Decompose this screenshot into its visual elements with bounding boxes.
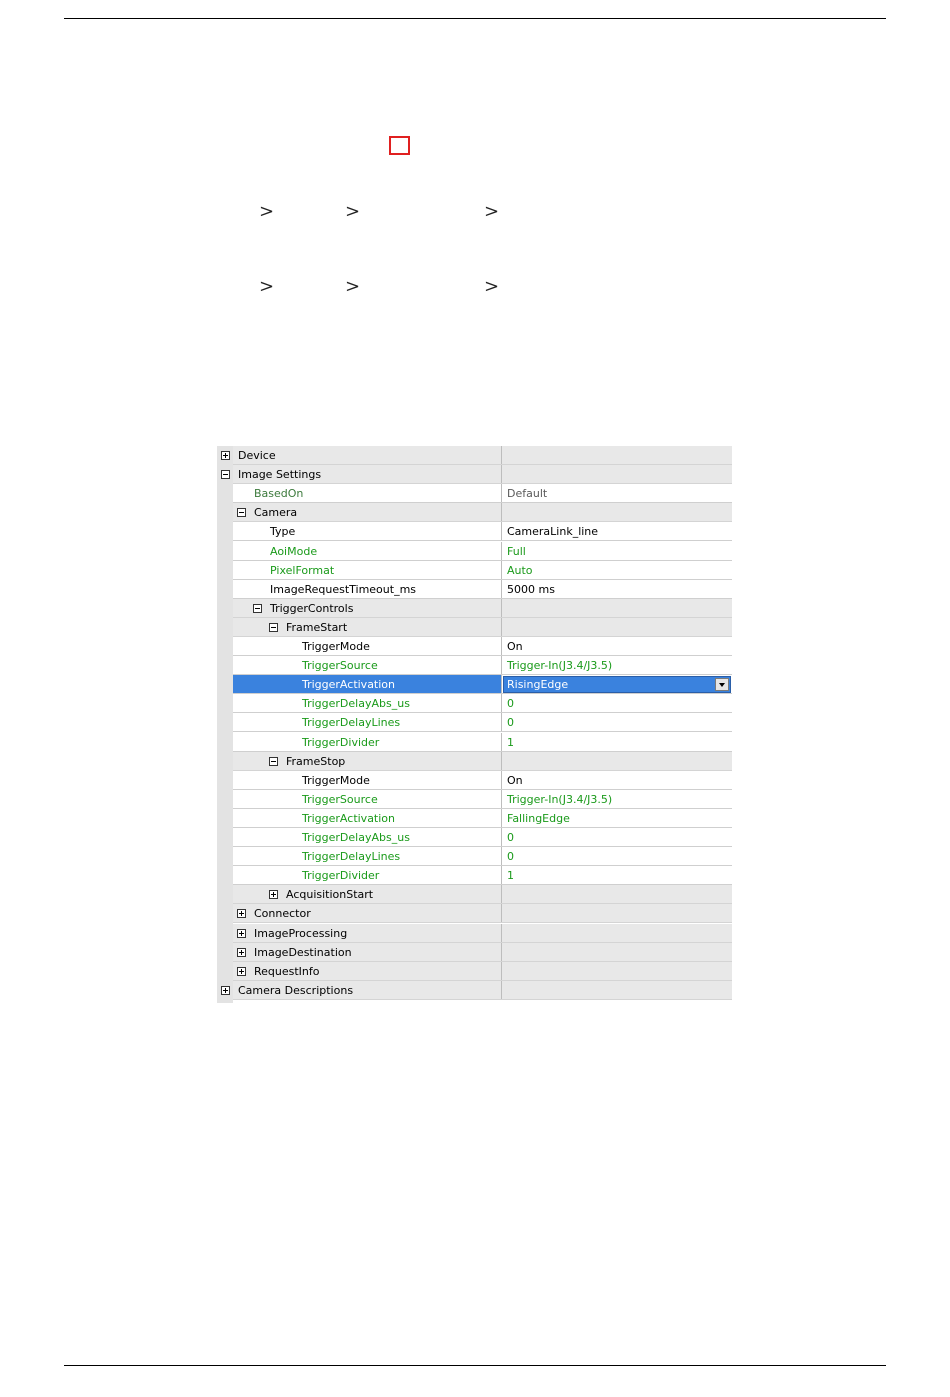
property-row[interactable] bbox=[217, 637, 732, 656]
property-name-cell[interactable] bbox=[233, 637, 502, 655]
expand-icon[interactable] bbox=[221, 986, 230, 995]
value-dropdown[interactable] bbox=[503, 676, 731, 693]
property-value-cell[interactable] bbox=[502, 446, 732, 464]
row-cells bbox=[233, 866, 732, 885]
row-cells bbox=[233, 580, 732, 599]
collapse-icon[interactable] bbox=[237, 508, 246, 517]
property-value: 5000 ms bbox=[507, 583, 555, 596]
row-cells bbox=[233, 503, 732, 522]
chevron-down-icon[interactable] bbox=[715, 678, 729, 691]
property-name: PixelFormat bbox=[270, 564, 335, 577]
property-name: TriggerActivation bbox=[302, 678, 396, 691]
property-name: FrameStop bbox=[286, 755, 346, 768]
property-name-cell[interactable] bbox=[233, 809, 502, 827]
property-value: Full bbox=[507, 545, 526, 558]
row-cells bbox=[233, 522, 732, 541]
property-name: TriggerControls bbox=[270, 602, 354, 615]
collapse-icon[interactable] bbox=[269, 757, 278, 766]
property-row[interactable] bbox=[217, 713, 732, 732]
property-value-cell[interactable] bbox=[502, 866, 732, 884]
property-name-cell[interactable] bbox=[233, 924, 502, 942]
property-name: ImageRequestTimeout_ms bbox=[270, 583, 417, 596]
property-value-cell[interactable] bbox=[502, 656, 732, 674]
breadcrumb-separator: > bbox=[259, 201, 275, 222]
collapse-icon[interactable] bbox=[221, 470, 230, 479]
row-cells bbox=[233, 733, 732, 752]
property-name-cell[interactable] bbox=[233, 503, 502, 521]
property-value-cell[interactable] bbox=[502, 885, 732, 903]
property-name: Camera Descriptions bbox=[238, 984, 354, 997]
property-name-cell[interactable] bbox=[233, 561, 502, 579]
property-name: Image Settings bbox=[238, 468, 322, 481]
breadcrumb-separator: > bbox=[259, 276, 275, 297]
property-row[interactable] bbox=[217, 484, 732, 503]
property-value: Auto bbox=[507, 564, 533, 577]
property-value: Trigger-In(J3.4/J3.5) bbox=[507, 659, 613, 672]
expand-icon[interactable] bbox=[237, 929, 246, 938]
property-value-cell[interactable] bbox=[502, 981, 732, 999]
row-cells bbox=[233, 713, 732, 732]
property-value-cell[interactable] bbox=[502, 771, 732, 789]
property-name: TriggerMode bbox=[302, 774, 370, 787]
property-name: TriggerDelayLines bbox=[302, 850, 401, 863]
property-name-cell[interactable] bbox=[233, 656, 502, 674]
property-value-cell[interactable] bbox=[502, 542, 732, 560]
property-row[interactable] bbox=[217, 809, 732, 828]
property-name-cell[interactable] bbox=[233, 446, 502, 464]
highlight-box bbox=[389, 136, 410, 155]
property-value-cell[interactable] bbox=[502, 962, 732, 980]
row-cells bbox=[233, 943, 732, 962]
property-value-cell[interactable] bbox=[502, 694, 732, 712]
property-value-cell[interactable] bbox=[502, 637, 732, 655]
property-name-cell[interactable] bbox=[233, 713, 502, 731]
property-row[interactable] bbox=[217, 733, 732, 752]
property-name: TriggerDivider bbox=[302, 736, 380, 749]
expand-icon[interactable] bbox=[221, 451, 230, 460]
property-name: FrameStart bbox=[286, 621, 348, 634]
property-name: TriggerDelayAbs_us bbox=[302, 831, 410, 844]
property-name: TriggerSource bbox=[302, 659, 378, 672]
property-name: Connector bbox=[254, 907, 311, 920]
property-name: TriggerDelayLines bbox=[302, 716, 401, 729]
property-row[interactable] bbox=[217, 522, 732, 541]
property-group-row[interactable] bbox=[217, 446, 732, 465]
property-value-cell[interactable] bbox=[502, 561, 732, 579]
property-name-cell[interactable] bbox=[233, 866, 502, 884]
property-value: CameraLink_line bbox=[507, 525, 599, 538]
property-group-row[interactable] bbox=[217, 503, 732, 522]
row-cells bbox=[233, 828, 732, 847]
property-grid[interactable] bbox=[217, 446, 732, 1003]
property-value: 0 bbox=[507, 697, 514, 710]
property-name-cell[interactable] bbox=[233, 828, 502, 846]
collapse-icon[interactable] bbox=[269, 623, 278, 632]
property-value: 1 bbox=[507, 736, 514, 749]
property-name-cell[interactable] bbox=[233, 522, 502, 540]
dropdown-selected-value: RisingEdge bbox=[507, 678, 569, 691]
expand-icon[interactable] bbox=[237, 967, 246, 976]
property-value: Trigger-In(J3.4/J3.5) bbox=[507, 793, 613, 806]
property-row[interactable] bbox=[217, 580, 732, 599]
property-name-cell[interactable] bbox=[233, 694, 502, 712]
property-value-cell[interactable] bbox=[502, 522, 732, 540]
property-value: 0 bbox=[507, 850, 514, 863]
property-value-cell[interactable] bbox=[502, 904, 732, 922]
property-name-cell[interactable] bbox=[233, 847, 502, 865]
property-value-cell[interactable] bbox=[502, 675, 732, 693]
property-name: ImageDestination bbox=[254, 946, 352, 959]
row-cells bbox=[233, 904, 732, 923]
row-cells bbox=[233, 465, 732, 484]
property-name-cell[interactable] bbox=[233, 943, 502, 961]
property-value-cell[interactable] bbox=[502, 618, 732, 636]
row-cells bbox=[233, 809, 732, 828]
property-value-cell[interactable] bbox=[502, 733, 732, 751]
property-row[interactable] bbox=[217, 847, 732, 866]
row-cells bbox=[233, 981, 732, 1000]
property-name-cell[interactable] bbox=[233, 962, 502, 980]
breadcrumb-separator: > bbox=[345, 201, 361, 222]
property-name-cell[interactable] bbox=[233, 771, 502, 789]
property-group-row[interactable] bbox=[217, 618, 732, 637]
property-group-row[interactable] bbox=[217, 962, 732, 981]
property-value-cell[interactable] bbox=[502, 809, 732, 827]
property-value-cell[interactable] bbox=[502, 465, 732, 483]
row-cells bbox=[233, 752, 732, 771]
property-value-cell[interactable] bbox=[502, 503, 732, 521]
property-name-cell[interactable] bbox=[233, 465, 502, 483]
property-value-cell[interactable] bbox=[502, 580, 732, 598]
property-row[interactable] bbox=[217, 656, 732, 675]
property-name-cell[interactable] bbox=[233, 580, 502, 598]
property-value-cell[interactable] bbox=[502, 828, 732, 846]
property-name-cell[interactable] bbox=[233, 904, 502, 922]
property-value-cell[interactable] bbox=[502, 484, 732, 502]
row-cells bbox=[233, 694, 732, 713]
property-name: ImageProcessing bbox=[254, 927, 348, 940]
property-name-cell[interactable] bbox=[233, 981, 502, 999]
property-name-cell[interactable] bbox=[233, 675, 502, 693]
property-group-row[interactable] bbox=[217, 465, 732, 484]
breadcrumb-separator: > bbox=[484, 276, 500, 297]
collapse-icon[interactable] bbox=[253, 604, 262, 613]
property-value-cell[interactable] bbox=[502, 943, 732, 961]
property-value: Default bbox=[507, 487, 548, 500]
row-cells bbox=[233, 847, 732, 866]
row-cells bbox=[233, 599, 732, 618]
property-value: 1 bbox=[507, 869, 514, 882]
property-row[interactable] bbox=[217, 561, 732, 580]
property-row[interactable] bbox=[217, 866, 732, 885]
row-cells bbox=[233, 618, 732, 637]
property-row[interactable] bbox=[217, 771, 732, 790]
property-name: TriggerMode bbox=[302, 640, 370, 653]
row-cells bbox=[233, 561, 732, 580]
expand-icon[interactable] bbox=[237, 948, 246, 957]
property-name: Type bbox=[270, 525, 296, 538]
property-name-cell[interactable] bbox=[233, 733, 502, 751]
expand-icon[interactable] bbox=[269, 890, 278, 899]
property-value: 0 bbox=[507, 716, 514, 729]
property-value: FallingEdge bbox=[507, 812, 570, 825]
row-cells bbox=[233, 542, 732, 561]
property-name: RequestInfo bbox=[254, 965, 320, 978]
property-row[interactable] bbox=[217, 694, 732, 713]
property-group-row[interactable] bbox=[217, 904, 732, 923]
property-group-row[interactable] bbox=[217, 943, 732, 962]
property-name: TriggerDivider bbox=[302, 869, 380, 882]
property-name: AoiMode bbox=[270, 545, 318, 558]
row-cells bbox=[233, 885, 732, 904]
property-name-cell[interactable] bbox=[233, 790, 502, 808]
row-cells bbox=[233, 790, 732, 809]
property-row[interactable] bbox=[217, 675, 732, 694]
row-cells bbox=[233, 675, 732, 694]
property-group-row[interactable] bbox=[217, 981, 732, 1000]
property-value-cell[interactable] bbox=[502, 847, 732, 865]
row-cells bbox=[233, 637, 732, 656]
property-value: 0 bbox=[507, 831, 514, 844]
row-cells bbox=[233, 484, 732, 503]
property-group-row[interactable] bbox=[217, 599, 732, 618]
property-value-cell[interactable] bbox=[502, 599, 732, 617]
property-name: TriggerActivation bbox=[302, 812, 396, 825]
row-cells bbox=[233, 656, 732, 675]
row-cells bbox=[233, 962, 732, 981]
property-value-cell[interactable] bbox=[502, 713, 732, 731]
property-group-row[interactable] bbox=[217, 752, 732, 771]
property-row[interactable] bbox=[217, 828, 732, 847]
property-name: AcquisitionStart bbox=[286, 888, 374, 901]
property-name: Camera bbox=[254, 506, 298, 519]
property-row[interactable] bbox=[217, 790, 732, 809]
property-value-cell[interactable] bbox=[502, 790, 732, 808]
property-name-cell[interactable] bbox=[233, 599, 502, 617]
property-group-row[interactable] bbox=[217, 885, 732, 904]
property-name: BasedOn bbox=[254, 487, 304, 500]
breadcrumb-separator: > bbox=[345, 276, 361, 297]
property-name: TriggerDelayAbs_us bbox=[302, 697, 410, 710]
property-value: On bbox=[507, 774, 523, 787]
property-name-cell[interactable] bbox=[233, 484, 502, 502]
property-value: On bbox=[507, 640, 523, 653]
expand-icon[interactable] bbox=[237, 909, 246, 918]
property-name-cell[interactable] bbox=[233, 542, 502, 560]
header-rule bbox=[64, 18, 886, 19]
property-value-cell[interactable] bbox=[502, 924, 732, 942]
row-cells bbox=[233, 771, 732, 790]
property-row[interactable] bbox=[217, 542, 732, 561]
row-cells bbox=[233, 446, 732, 465]
property-group-row[interactable] bbox=[217, 924, 732, 943]
breadcrumb-separator: > bbox=[484, 201, 500, 222]
property-name: TriggerSource bbox=[302, 793, 378, 806]
property-name: Device bbox=[238, 449, 276, 462]
footer-rule bbox=[64, 1365, 886, 1366]
property-value-cell[interactable] bbox=[502, 752, 732, 770]
row-cells bbox=[233, 924, 732, 943]
